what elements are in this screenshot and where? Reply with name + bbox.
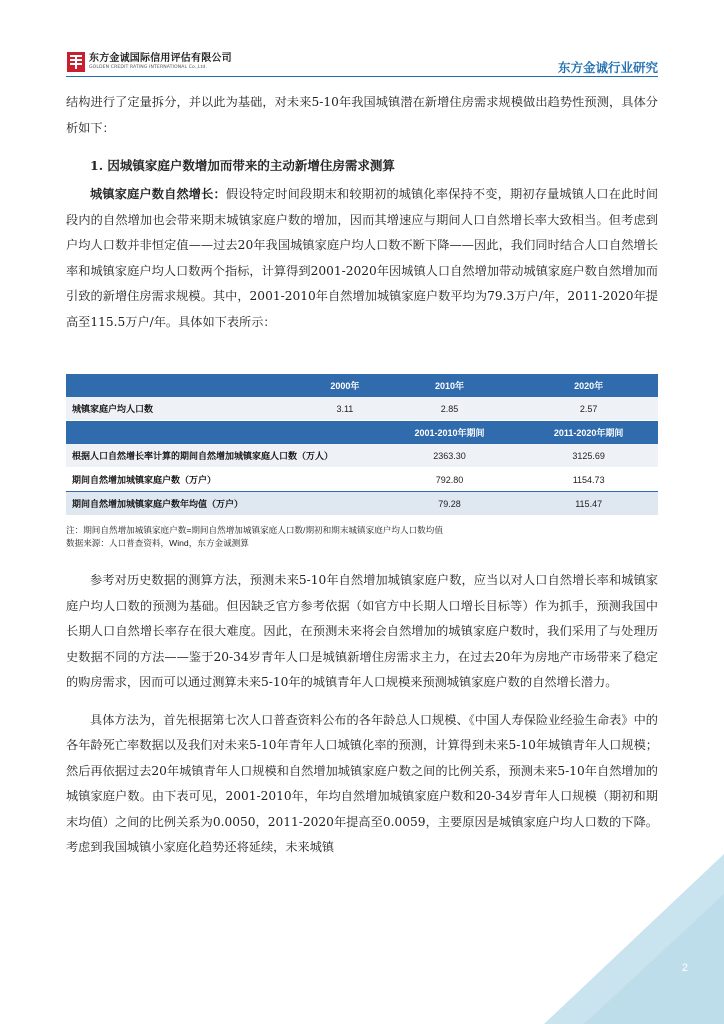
corner-decoration: [544, 854, 724, 1024]
header-divider: [66, 76, 658, 77]
table-row: [66, 492, 658, 516]
header-cell: 2020年: [519, 374, 658, 397]
table-cell: 3.11: [310, 397, 380, 421]
header-cell: 2000年: [310, 374, 380, 397]
table-cell: 3125.69: [519, 444, 658, 468]
paragraph-detail: 具体方法为，首先根据第七次人口普查资料公布的各年龄总人口规模、《中国人寿保险业经验生命表》中的各年龄死亡率数据以及我们对未来5-10年青年人口城镇化率的预测，计算得到未来5-10年城镇青年人口规模；然后再依据过去20年城镇青年人口规模和自然增加城镇家庭户数之间的比例关系，预测未来5-10年自然增加的城镇家庭户数。由下表可见，2001-2010年，年均自然增加城镇家庭户数和20-34岁青年人口规模（期初和期末均值）之间的比例关系为0.0050，2011-2020年提高至0.0059，主要原因是城镇家庭户均人口数的下降。考虑到我国城镇小家庭化趋势还将延续，未来城镇: [66, 712, 658, 854]
company-logo: [67, 52, 232, 72]
row-label: 根据人口自然增长率计算的期间自然增加城镇家庭人口数（万人）: [66, 444, 380, 468]
page-header: [0, 0, 724, 80]
table-cell: 792.80: [380, 468, 520, 492]
header-cell: [66, 421, 310, 445]
table-cell: 2.85: [380, 397, 520, 421]
row-label: 城镇家庭户均人口数: [66, 397, 310, 421]
logo-company-cn: 东方金诚国际信用评估有限公司: [89, 52, 232, 64]
body-text-bottom: [66, 568, 658, 861]
row-label: 期间自然增加城镇家庭户数（万户）: [66, 468, 380, 492]
section-heading: 1. 因城镇家庭户数增加而带来的主动新增住房需求测算: [90, 158, 395, 173]
page-number: 2: [681, 962, 688, 974]
header-cell: 2001-2010年期间: [380, 421, 520, 445]
header-cell: 2011-2020年期间: [519, 421, 658, 445]
logo-company-en: GOLDEN CREDIT RATING INTERNATIONAL Co.,Ltd.: [89, 64, 208, 70]
paragraph-method: 参考对历史数据的测算方法，预测未来5-10年自然增加城镇家庭户数，应当以对人口自然增长率和城镇家庭户均人口数的预测为基础。但因缺乏官方参考依据（如官方中长期人口增长目标等）作为抓手，预测我国中长期人口自然增长率存在很大难度。因此，在预测未来将会自然增加的城镇家庭户数时，我们采用了与处理历史数据不同的方法——鉴于20-34岁青年人口是城镇新增住房需求主力，在过去20年为房地产市场带来了稳定的购房需求，因而可以通过测算未来5-10年的城镇青年人口规模来预测城镇家庭户数的自然增长潜力。: [66, 573, 658, 689]
section1-paragraph: [66, 182, 658, 335]
table-notes: [66, 524, 443, 550]
table-row: [66, 397, 658, 421]
table-header-row: [66, 374, 658, 397]
intro-paragraph: 结构进行了定量拆分，并以此为基础，对未来5-10年我国城镇潜在新增住房需求规模做出趋势性预测，具体分析如下：: [66, 95, 658, 135]
table-note: 注：期间自然增加城镇家庭户数=期间自然增加城镇家庭人口数/期初和期末城镇家庭户均人口数均值: [66, 525, 443, 535]
table-subheader-row: [66, 421, 658, 445]
table-row: [66, 468, 658, 492]
paragraph-lead: 城镇家庭户数自然增长：: [90, 187, 226, 201]
paragraph-body: 假设特定时间段期末和较期初的城镇化率保持不变，期初存量城镇人口在此时间段内的自然增加也会带来期末城镇家庭户数的增加，因而其增速应与期间人口自然增长率大致相当。但考虑到户均人口数并非恒定值——过去20年我国城镇家庭户均人口数不断下降——因此，我们同时结合人口自然增长率和城镇家庭户均人口数两个指标，计算得到2001-2020年因城镇人口自然增加带动城镇家庭户数自然增加而引致的新增住房需求规模。其中，2001-2010年自然增加城镇家庭户数平均为79.3万户/年，2011-2020年提高至115.5万户/年。具体如下表所示：: [66, 187, 659, 329]
header-cell: [310, 421, 380, 445]
row-label: 期间自然增加城镇家庭户数年均值（万户）: [66, 492, 380, 516]
table-cell: 115.47: [519, 492, 658, 516]
table-cell: 2363.30: [380, 444, 520, 468]
data-source: 数据来源：人口普查资料，Wind，东方金诚测算: [66, 538, 249, 548]
header-title: 东方金诚行业研究: [557, 60, 658, 75]
table-cell: 1154.73: [519, 468, 658, 492]
data-table: [66, 374, 658, 516]
body-text-top: [66, 90, 658, 335]
table-cell: 2.57: [519, 397, 658, 421]
table-cell: 79.28: [380, 492, 520, 516]
logo-icon: [67, 52, 85, 72]
table-row: [66, 444, 658, 468]
header-cell: 2010年: [380, 374, 520, 397]
header-cell: [66, 374, 310, 397]
